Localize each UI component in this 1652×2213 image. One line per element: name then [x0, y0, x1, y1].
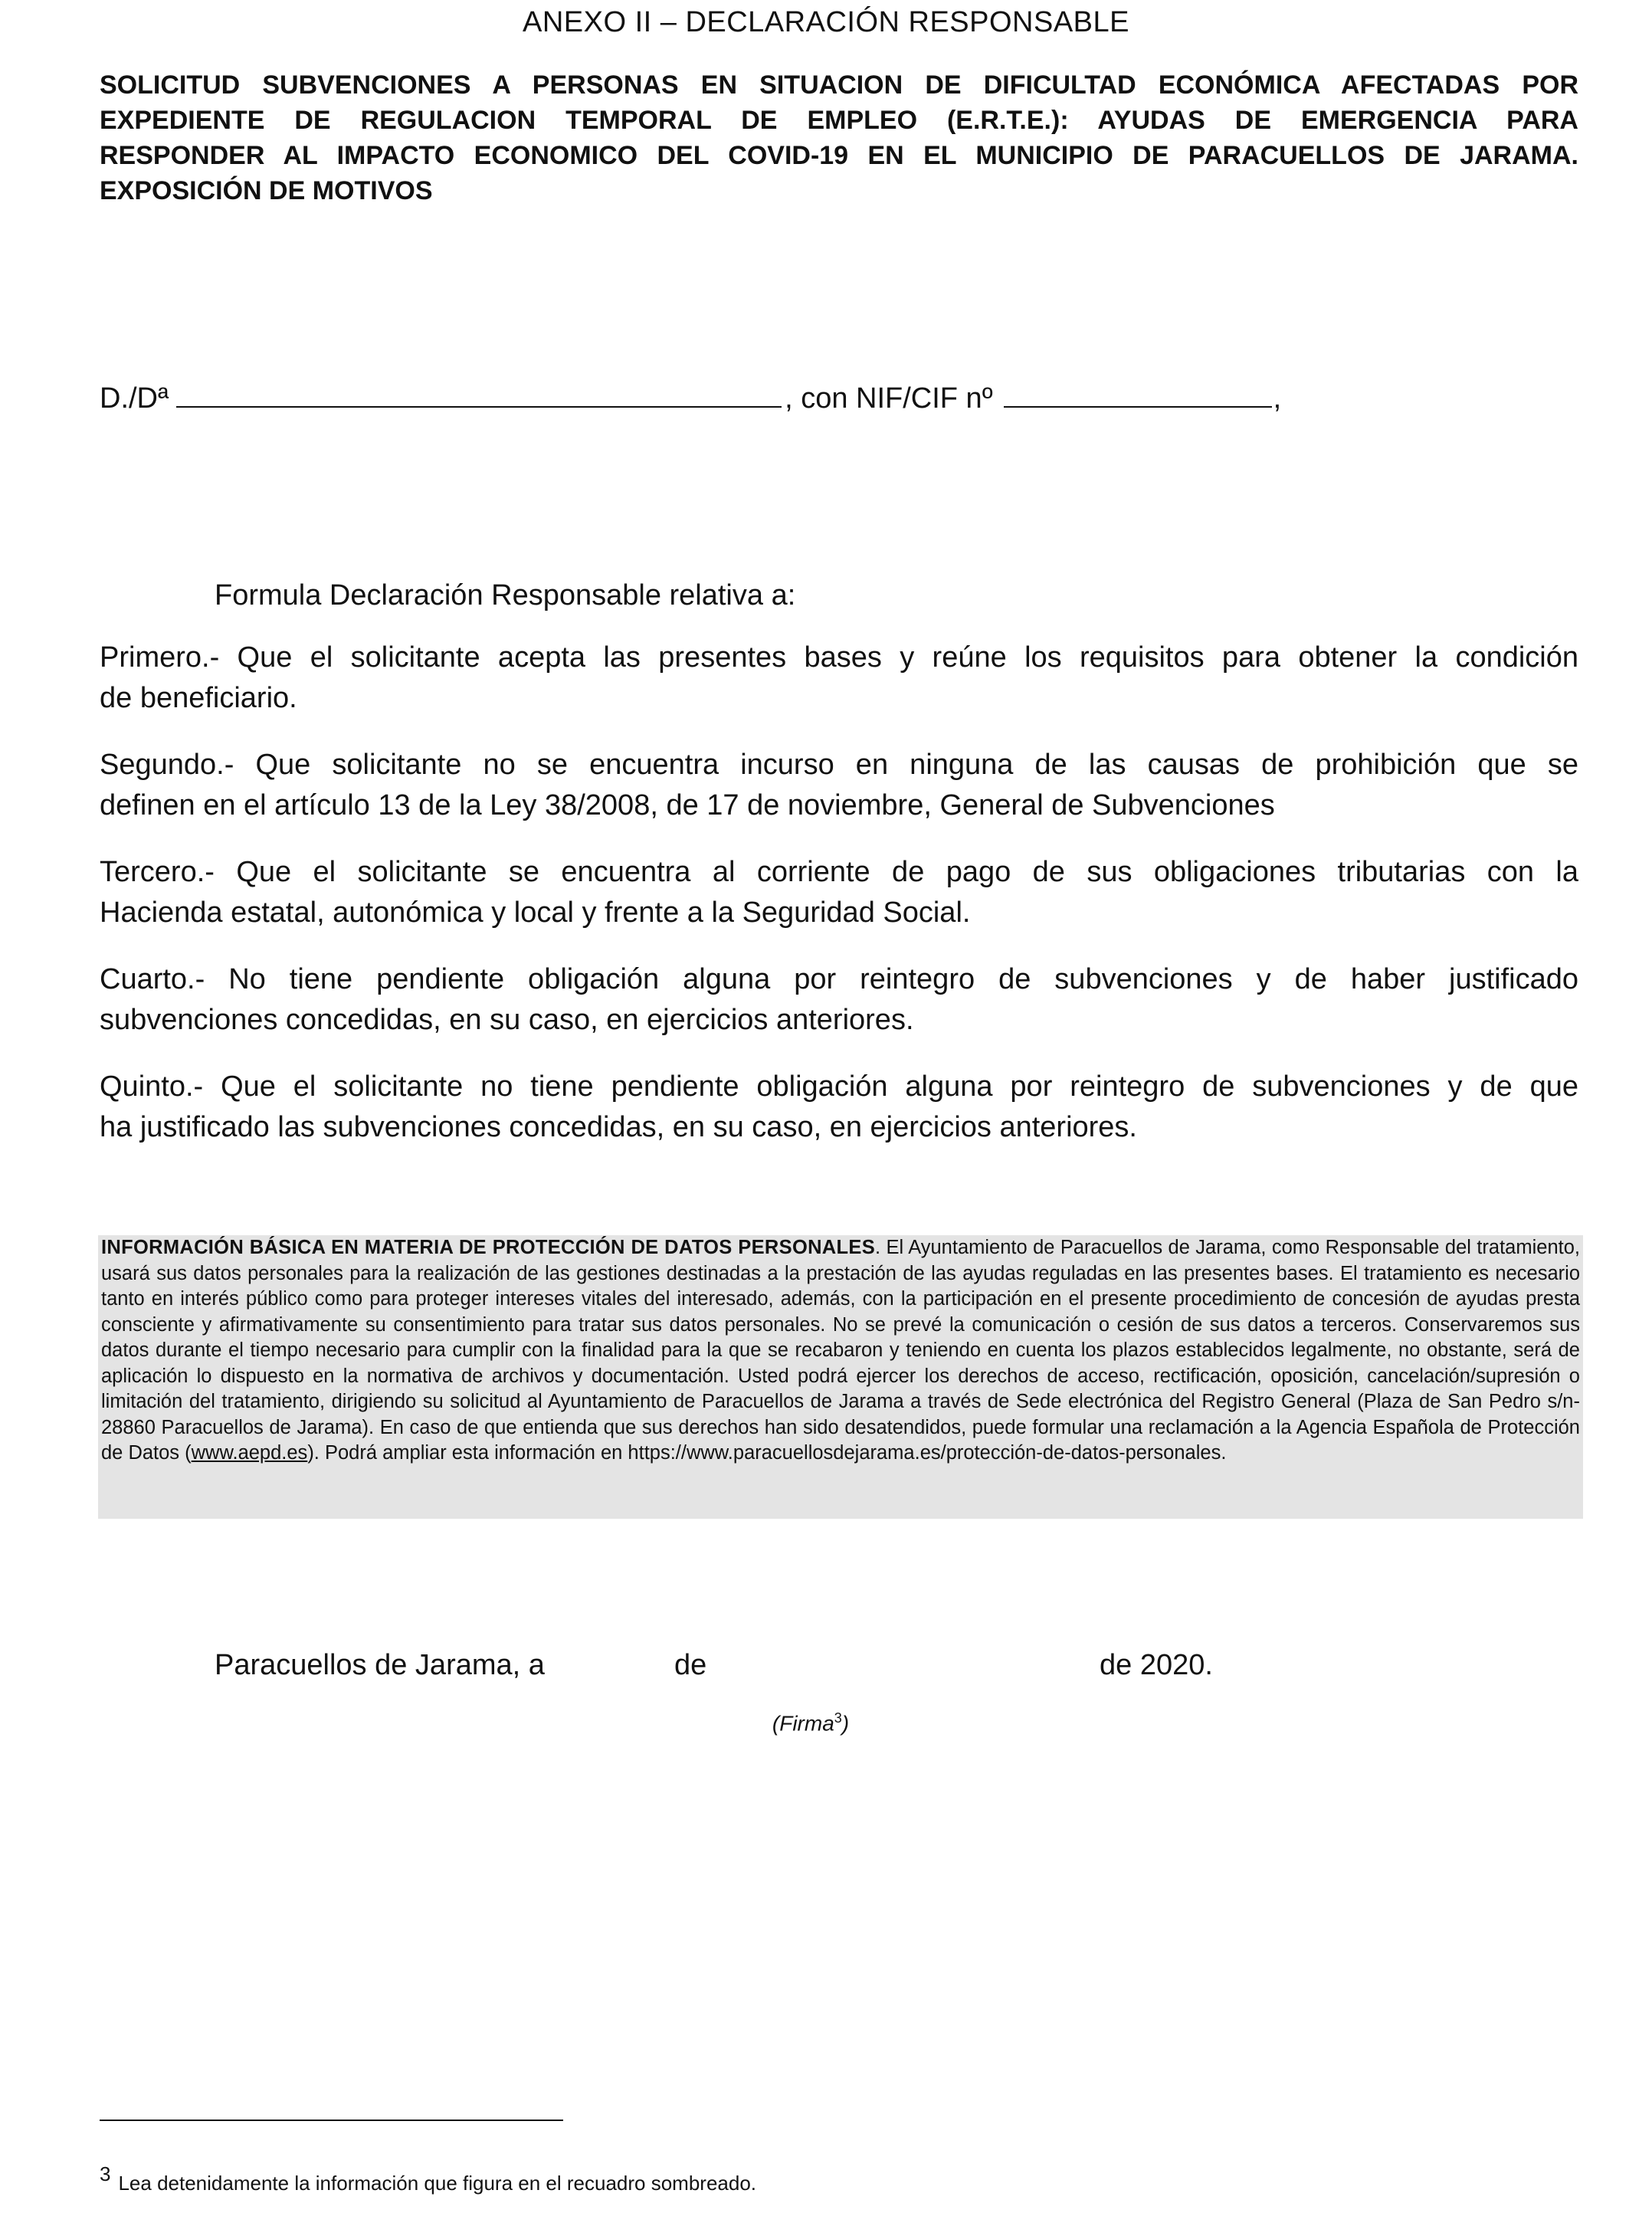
nif-label: , con NIF/CIF nº	[785, 382, 993, 415]
signature-label	[0, 1710, 1621, 1736]
clause-line: Cuarto.- No tiene pendiente obligación alguna por reintegro de subvenciones y de haber justificado	[100, 963, 1578, 995]
name-label: D./Dª	[100, 382, 169, 415]
clause-line: ha justificado las subvenciones concedidas, en su caso, en ejercicios anteriores.	[100, 1111, 1137, 1143]
signature-open-paren: (	[772, 1711, 780, 1736]
aepd-link[interactable]: www.aepd.es	[191, 1442, 308, 1464]
request-title-line: RESPONDER AL IMPACTO ECONOMICO DEL COVID-19 EN EL MUNICIPIO DE PARACUELLOS DE JARAMA.	[100, 141, 1578, 170]
privacy-notice-box	[98, 1235, 1583, 1519]
privacy-heading: INFORMACIÓN BÁSICA EN MATERIA DE PROTECCIÓN DE DATOS PERSONALES	[101, 1237, 875, 1258]
footnote	[100, 2161, 756, 2196]
privacy-body-end: ). Podrá ampliar esta información en https://www.paracuellosdejarama.es/protección-de-datos-personales.	[307, 1442, 1227, 1464]
request-title	[100, 67, 1578, 208]
request-title-line: EXPOSICIÓN DE MOTIVOS	[100, 176, 433, 205]
request-title-line: EXPEDIENTE DE REGULACION TEMPORAL DE EMPLEO (E.R.T.E.): AYUDAS DE EMERGENCIA PARA	[100, 106, 1578, 135]
place-date-line	[215, 1646, 1287, 1684]
footnote-number: 3	[100, 2162, 111, 2185]
clause-line: subvenciones concedidas, en su caso, en ejercicios anteriores.	[100, 1004, 914, 1036]
footnote-text: Lea detenidamente la información que figura en el recuadro sombreado.	[118, 2172, 757, 2195]
signature-footnote-ref: 3	[834, 1710, 842, 1726]
clause-line: Quinto.- Que el solicitante no tiene pendiente obligación alguna por reintegro de subvenciones y de que	[100, 1070, 1578, 1103]
place-label: Paracuellos de Jarama, a	[215, 1649, 545, 1681]
name-field[interactable]	[176, 380, 782, 408]
declaration-intro: Formula Declaración Responsable relativa a:	[215, 579, 796, 611]
declaration-clauses	[100, 638, 1578, 1174]
clause-cuarto	[100, 959, 1578, 1041]
applicant-row	[100, 379, 1578, 418]
year-label: de 2020.	[1100, 1649, 1213, 1681]
trailing-comma: ,	[1273, 382, 1282, 415]
clause-segundo	[100, 745, 1578, 826]
privacy-body: . El Ayuntamiento de Paracuellos de Jarama, como Responsable del tratamiento, usará sus datos personales para la realización de las gestiones destinadas a la prestación de las ayudas reguladas en las presentes bases. El tratamiento es necesario tanto en interés público como para proteger intereses vitales del interesado, además, con la participación en el presente procedimiento de concesión de ayudas presta consciente y afirmativamente su consentimiento para tratar sus datos personales. No se prevé la comunicación o cesión de sus datos a terceros. Conservaremos sus datos durante el tiempo necesario para cumplir con la finalidad para la que se recabaron y teniendo en cuenta los plazos establecidos legalmente, no obstante, será de aplicación lo dispuesto en la normativa de archivos y documentación. Usted podrá ejercer los derechos de acceso, rectificación, oposición, cancelación/supresión o limitación del tratamiento, dirigiendo su solicitud al Ayuntamiento de Paracuellos de Jarama a través de Sede electrónica del Registro General (Plaza de San Pedro s/n-28860 Paracuellos de Jarama). En caso de que entienda que sus derechos han sido desatendidos, puede formular una reclamación a la Agencia Española de Protección de Datos (	[101, 1237, 1580, 1464]
nif-field[interactable]	[1004, 380, 1272, 408]
annex-title: ANEXO II – DECLARACIÓN RESPONSABLE	[522, 6, 1129, 38]
footnote-divider	[100, 2120, 563, 2121]
clause-line: definen en el artículo 13 de la Ley 38/2008, de 17 de noviembre, General de Subvenciones	[100, 789, 1275, 821]
clause-line: Hacienda estatal, autonómica y local y frente a la Seguridad Social.	[100, 897, 971, 929]
signature-close-paren: )	[841, 1711, 850, 1736]
clause-line: Tercero.- Que el solicitante se encuentra al corriente de pago de sus obligaciones tributarias con la	[100, 856, 1578, 888]
clause-primero	[100, 638, 1578, 719]
request-title-line: SOLICITUD SUBVENCIONES A PERSONAS EN SITUACION DE DIFICULTAD ECONÓMICA AFECTADAS POR	[100, 70, 1578, 100]
clause-line: Segundo.- Que solicitante no se encuentra incurso en ninguna de las causas de prohibición que se	[100, 749, 1578, 781]
month-label: de	[674, 1649, 707, 1681]
clause-quinto	[100, 1067, 1578, 1148]
signature-text: Firma	[779, 1711, 834, 1736]
clause-line: Primero.- Que el solicitante acepta las presentes bases y reúne los requisitos para obtener la condición	[100, 641, 1578, 674]
clause-line: de beneficiario.	[100, 682, 297, 714]
clause-tercero	[100, 852, 1578, 933]
